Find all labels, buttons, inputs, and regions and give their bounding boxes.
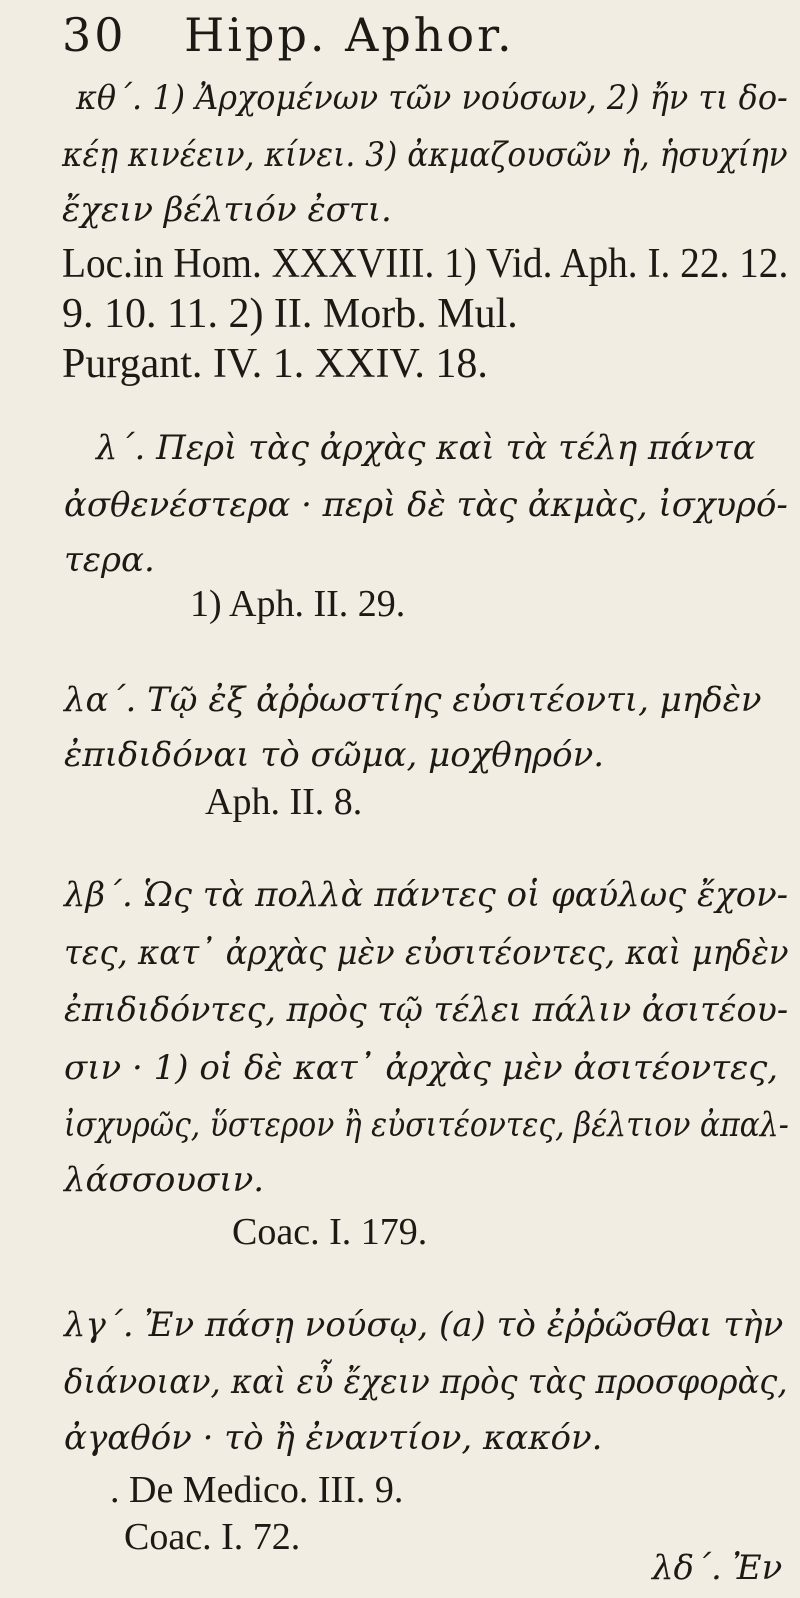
cross-reference: Loc.in Hom. XXXVIII. 1) Vid. Aph. I. 22. 12. — [62, 241, 789, 287]
text-line: ἀσθενέστερα · περὶ δὲ τὰς ἀκμὰς, ἰσχυρό- — [64, 485, 788, 525]
text-line: λγ΄. Ἐν πάσῃ νούσῳ, (a) τὸ ἐῤῥῶσθαι τὴν — [64, 1305, 784, 1345]
text-line: ἰσχυρῶς, ὕστερον ἢ εὐσιτέοντες, βέλτιον ἀπαλ- — [64, 1105, 789, 1145]
cross-reference: . De Medico. III. 9. — [110, 1469, 404, 1511]
cross-reference: Aph. II. 8. — [205, 781, 363, 823]
text-line: ἔχειν βέλτιόν ἐστι. — [62, 190, 392, 230]
cross-reference: 1) Aph. II. 29. — [190, 583, 406, 625]
running-title: Hipp. Aphor. — [184, 8, 515, 62]
cross-reference: 9. 10. 11. 2) II. Morb. Mul. — [62, 291, 518, 337]
text-line: λ΄. Περὶ τὰς ἀρχὰς καὶ τὰ τέλη πάντα — [96, 428, 756, 468]
catchword: λδ΄. Ἐν — [652, 1548, 783, 1588]
cross-reference: Purgant. IV. 1. XXIV. 18. — [62, 341, 488, 387]
text-line: ἀγαθόν · τὸ ἢ ἐναντίον, κακόν. — [64, 1418, 603, 1458]
text-line: τερα. — [64, 540, 155, 580]
text-line: λβ΄. Ὡς τὰ πολλὰ πάντες οἱ φαύλως ἔχον- — [64, 875, 789, 915]
text-line: σιν · 1) οἱ δὲ κατ᾽ ἀρχὰς μὲν ἀσιτέοντες, — [64, 1048, 779, 1088]
cross-reference: Coac. I. 179. — [232, 1211, 428, 1253]
text-line: λάσσουσιν. — [64, 1160, 265, 1200]
text-line: διάνοιαν, καὶ εὖ ἔχειν πρὸς τὰς προσφορὰς, — [64, 1362, 788, 1402]
cross-reference: Coac. I. 72. — [124, 1516, 301, 1558]
text-line: κθ΄. 1) Ἀρχομένων τῶν νούσων, 2) ἤν τι δο- — [76, 78, 788, 118]
text-line: τες, κατ᾽ ἀρχὰς μὲν εὐσιτέοντες, καὶ μηδὲν — [64, 933, 789, 973]
text-line: λα΄. Τῷ ἐξ ἀῤῥωστίης εὐσιτέοντι, μηδὲν — [64, 680, 762, 720]
text-line: ἐπιδιδόντες, πρὸς τῷ τέλει πάλιν ἀσιτέου- — [64, 990, 789, 1030]
page-header — [62, 8, 515, 62]
text-line: κέῃ κινέειν, κίνει. 3) ἀκμαζουσῶν ἡ, ἡσυχίην — [62, 135, 788, 175]
text-line: ἐπιδιδόναι τὸ σῶμα, μοχθηρόν. — [64, 735, 605, 775]
page-number: 30 — [62, 8, 127, 62]
